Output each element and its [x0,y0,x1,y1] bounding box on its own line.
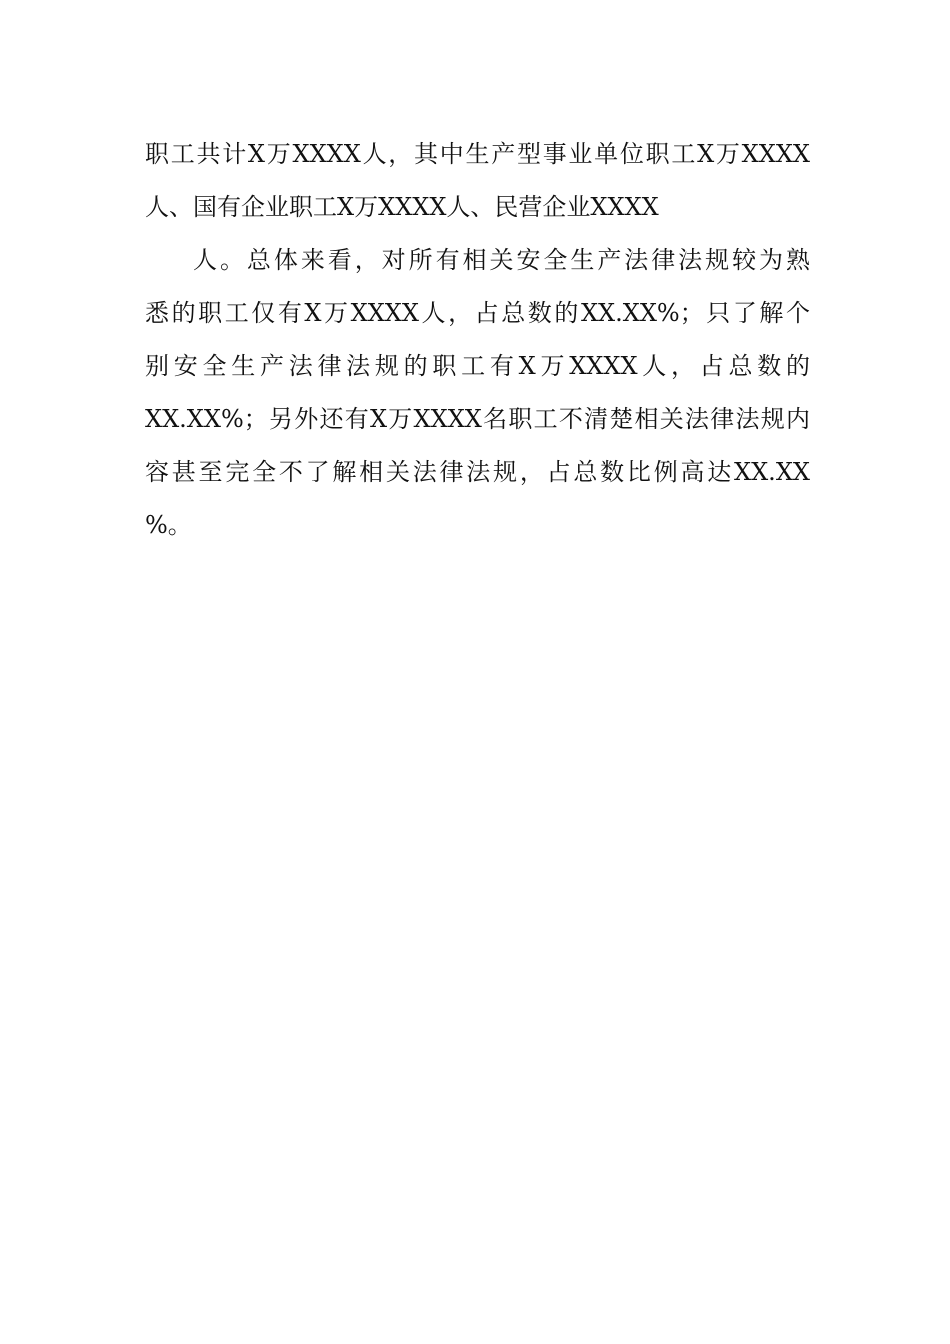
text-line: 容甚至完全不了解相关法律法规，占总数比例高达XX.XX [145,458,810,486]
text-line: %。 [145,511,192,539]
text-line: 悉的职工仅有X万XXXX人，占总数的XX.XX%；只了解个 [145,299,810,327]
body-text [145,128,810,552]
text-line: XX.XX%；另外还有X万XXXX名职工不清楚相关法律法规内 [145,405,810,433]
text-line: 别安全生产法律法规的职工有X万XXXX人，占总数的 [145,352,810,380]
text-line: 人、国有企业职工X万XXXX人、民营企业XXXX [145,193,659,221]
text-line: 职工共计X万XXXX人，其中生产型事业单位职工X万XXXX [145,140,810,168]
paragraph-first-line: 人。总体来看，对所有相关安全生产法律法规较为熟 [193,246,810,274]
